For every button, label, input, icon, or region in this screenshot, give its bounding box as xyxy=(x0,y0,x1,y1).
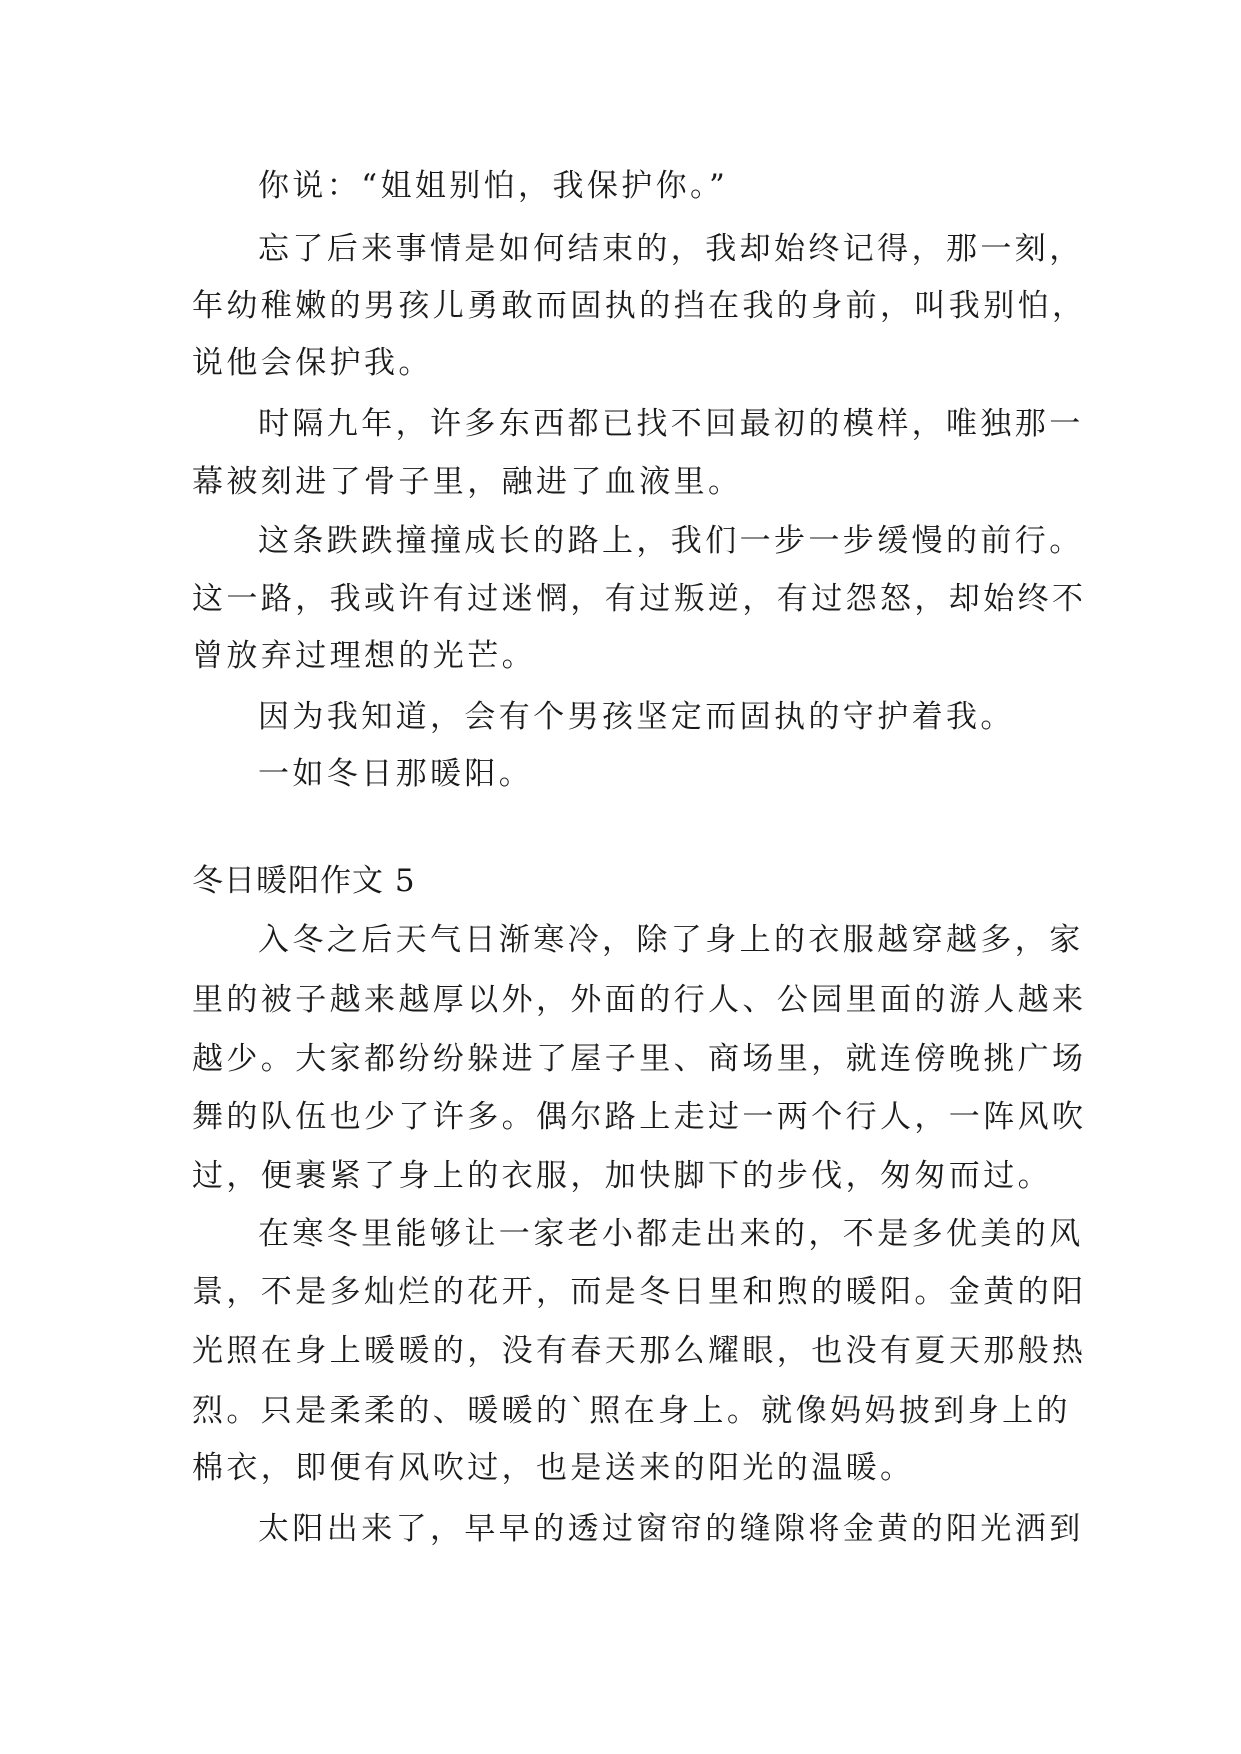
paragraph-line: 舞的队伍也少了许多。偶尔路上走过一两个行人，一阵风吹 xyxy=(192,1099,1087,1135)
paragraph-line: 幕被刻进了骨子里，融进了血液里。 xyxy=(192,464,743,500)
paragraph-line: 入冬之后天气日渐寒冷，除了身上的衣服越穿越多，家 xyxy=(258,922,1084,958)
section-heading: 冬日暖阳作文 5 xyxy=(192,863,416,899)
paragraph-line: 年幼稚嫩的男孩儿勇敢而固执的挡在我的身前，叫我别怕， xyxy=(192,288,1087,324)
paragraph-line: 时隔九年，许多东西都已找不回最初的模样，唯独那一 xyxy=(258,406,1084,442)
paragraph-line: 说他会保护我。 xyxy=(192,345,433,381)
paragraph-line: 里的被子越来越厚以外，外面的行人、公园里面的游人越来 xyxy=(192,982,1087,1018)
paragraph-line: 烈。只是柔柔的、暖暖的`照在身上。就像妈妈披到身上的 xyxy=(192,1393,1071,1429)
paragraph-line: 在寒冬里能够让一家老小都走出来的，不是多优美的风 xyxy=(258,1216,1084,1252)
paragraph-line: 太阳出来了，早早的透过窗帘的缝隙将金黄的阳光洒到 xyxy=(258,1511,1084,1547)
paragraph-line: 越少。大家都纷纷躲进了屋子里、商场里，就连傍晚挑广场 xyxy=(192,1041,1087,1077)
paragraph-line: 景，不是多灿烂的花开，而是冬日里和煦的暖阳。金黄的阳 xyxy=(192,1274,1087,1310)
paragraph-line: 忘了后来事情是如何结束的，我却始终记得，那一刻， xyxy=(258,231,1084,267)
paragraph-line: 棉衣，即便有风吹过，也是送来的阳光的温暖。 xyxy=(192,1450,915,1486)
paragraph-line: 曾放弃过理想的光芒。 xyxy=(192,638,536,674)
paragraph-line: 这条跌跌撞撞成长的路上，我们一步一步缓慢的前行。 xyxy=(258,523,1084,559)
paragraph-line: 过，便裹紧了身上的衣服，加快脚下的步伐，匆匆而过。 xyxy=(192,1158,1052,1194)
paragraph-line: 你说：“姐姐别怕，我保护你。” xyxy=(258,168,729,204)
paragraph-line: 这一路，我或许有过迷惘，有过叛逆，有过怨怒，却始终不 xyxy=(192,581,1087,617)
paragraph-line: 一如冬日那暖阳。 xyxy=(258,756,534,792)
paragraph-line: 光照在身上暖暖的，没有春天那么耀眼，也没有夏天那般热 xyxy=(192,1333,1087,1369)
paragraph-line: 因为我知道，会有个男孩坚定而固执的守护着我。 xyxy=(258,699,1015,735)
